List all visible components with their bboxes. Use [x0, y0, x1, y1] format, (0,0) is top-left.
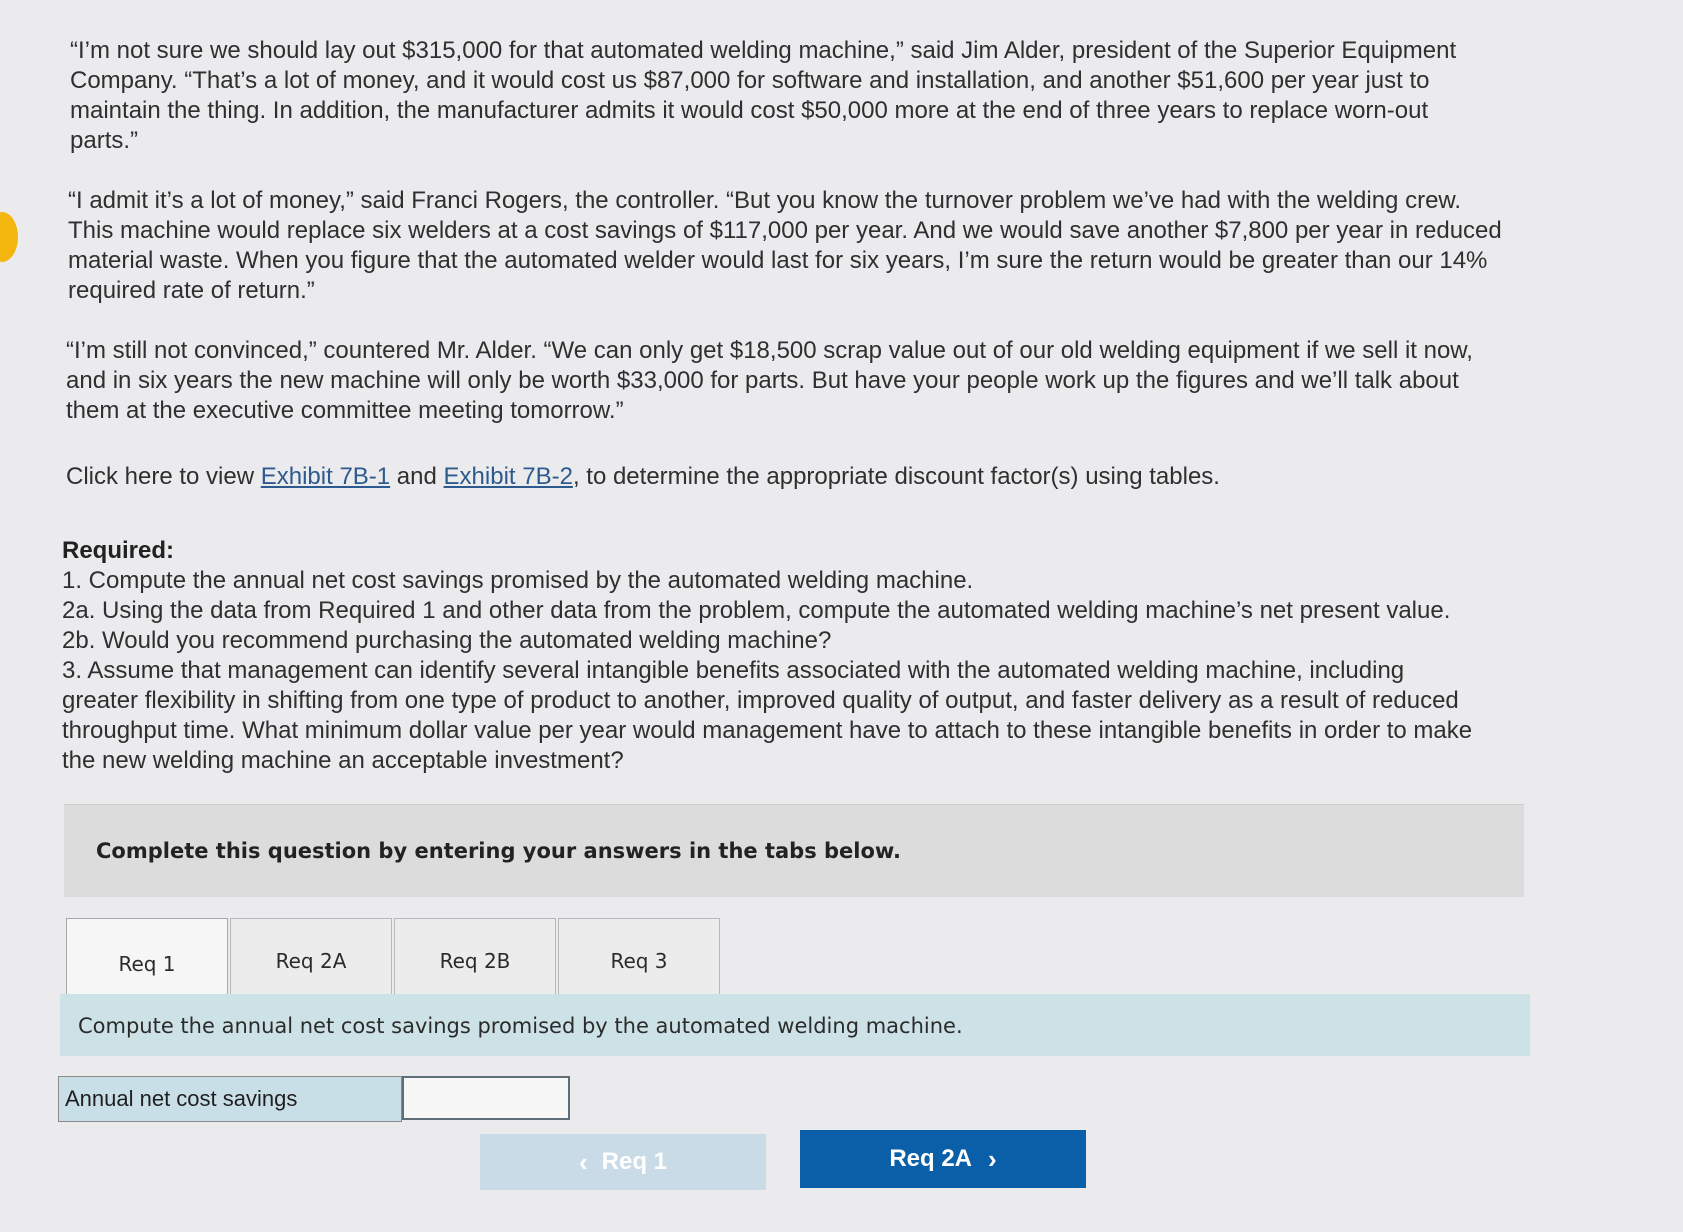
problem-paragraph-3: “I’m still not convinced,” countered Mr. Alder. “We can only get $18,500 scrap value out of our old welding equipment if we sell it now, and in six years the new machine will only be worth $33,000 for parts. But have your people work up the figures and we’ll talk about them at the executive committee meeting tomorrow.” — [66, 337, 1473, 424]
required-item: 3. Assume that management can identify several intangible benefits associated with the automated welding machine, including greater flexibility in shifting from one type of product to another, improved quality of output, and faster delivery as a result of reduced throughput time. What minimum dollar value per year would management have to attach to these intangible benefits in order to make the new welding machine an acceptable investment? — [62, 657, 1473, 774]
required-item: 2b. Would you recommend purchasing the automated welding machine? — [62, 627, 832, 654]
exhibit-line — [66, 462, 1646, 492]
next-req-label: Req 2A — [889, 1145, 972, 1172]
annual-net-cost-savings-input[interactable] — [402, 1076, 570, 1120]
answer-area — [60, 994, 1530, 1056]
annual-net-cost-savings-label: Annual net cost savings — [58, 1076, 402, 1122]
exhibit-suffix: , to determine the appropriate discount factor(s) using tables. — [572, 463, 1220, 490]
yellow-marker — [0, 212, 18, 262]
problem-paragraph-2: “I admit it’s a lot of money,” said Franci Rogers, the controller. “But you know the turnover problem we’ve had with the welding crew. This machine would replace six welders at a cost savings of $117,000 per year. And we would save another $7,800 per year in reduced material waste. When you figure that the automated welder would last for six years, I’m sure the return would be greater than our 14% required rate of return.” — [68, 187, 1502, 304]
tab-req-2b[interactable]: Req 2B — [394, 918, 556, 1003]
required-item: 1. Compute the annual net cost savings promised by the automated welding machine. — [62, 567, 974, 594]
answer-row — [58, 1076, 570, 1122]
exhibit-prefix: Click here to view — [66, 463, 261, 490]
tab-req-2a[interactable]: Req 2A — [230, 918, 392, 1003]
next-req-button[interactable] — [800, 1130, 1086, 1188]
exhibit-7b-2-link[interactable]: Exhibit 7B-2 — [443, 463, 573, 490]
instruction-text: Complete this question by entering your answers in the tabs below. — [96, 839, 901, 863]
tab-req-1[interactable]: Req 1 — [66, 918, 228, 1009]
answer-prompt: Compute the annual net cost savings promised by the automated welding machine. — [78, 1014, 963, 1038]
prev-req-label: Req 1 — [601, 1148, 668, 1175]
problem-paragraph-1: “I’m not sure we should lay out $315,000 for that automated welding machine,” said Jim Alder, president of the Superior Equipment Company. “That’s a lot of money, and it would cost us $87,000 for software and installation, and another $51,600 per year just to maintain the thing. In addition, the manufacturer admits it would cost $50,000 more at the end of three years to replace worn-out parts.” — [70, 37, 1457, 154]
required-heading: Required: — [62, 537, 175, 564]
exhibit-7b-1-link[interactable]: Exhibit 7B-1 — [260, 463, 391, 490]
chevron-right-icon: › — [988, 1143, 997, 1174]
instruction-banner — [64, 804, 1524, 897]
tab-req-3[interactable]: Req 3 — [558, 918, 720, 1003]
exhibit-and: and — [390, 463, 444, 490]
required-item: 2a. Using the data from Required 1 and other data from the problem, compute the automated welding machine’s net present value. — [62, 597, 1451, 624]
chevron-left-icon: ‹ — [578, 1146, 588, 1177]
required-block — [62, 536, 1642, 776]
prev-req-button[interactable] — [480, 1134, 766, 1190]
